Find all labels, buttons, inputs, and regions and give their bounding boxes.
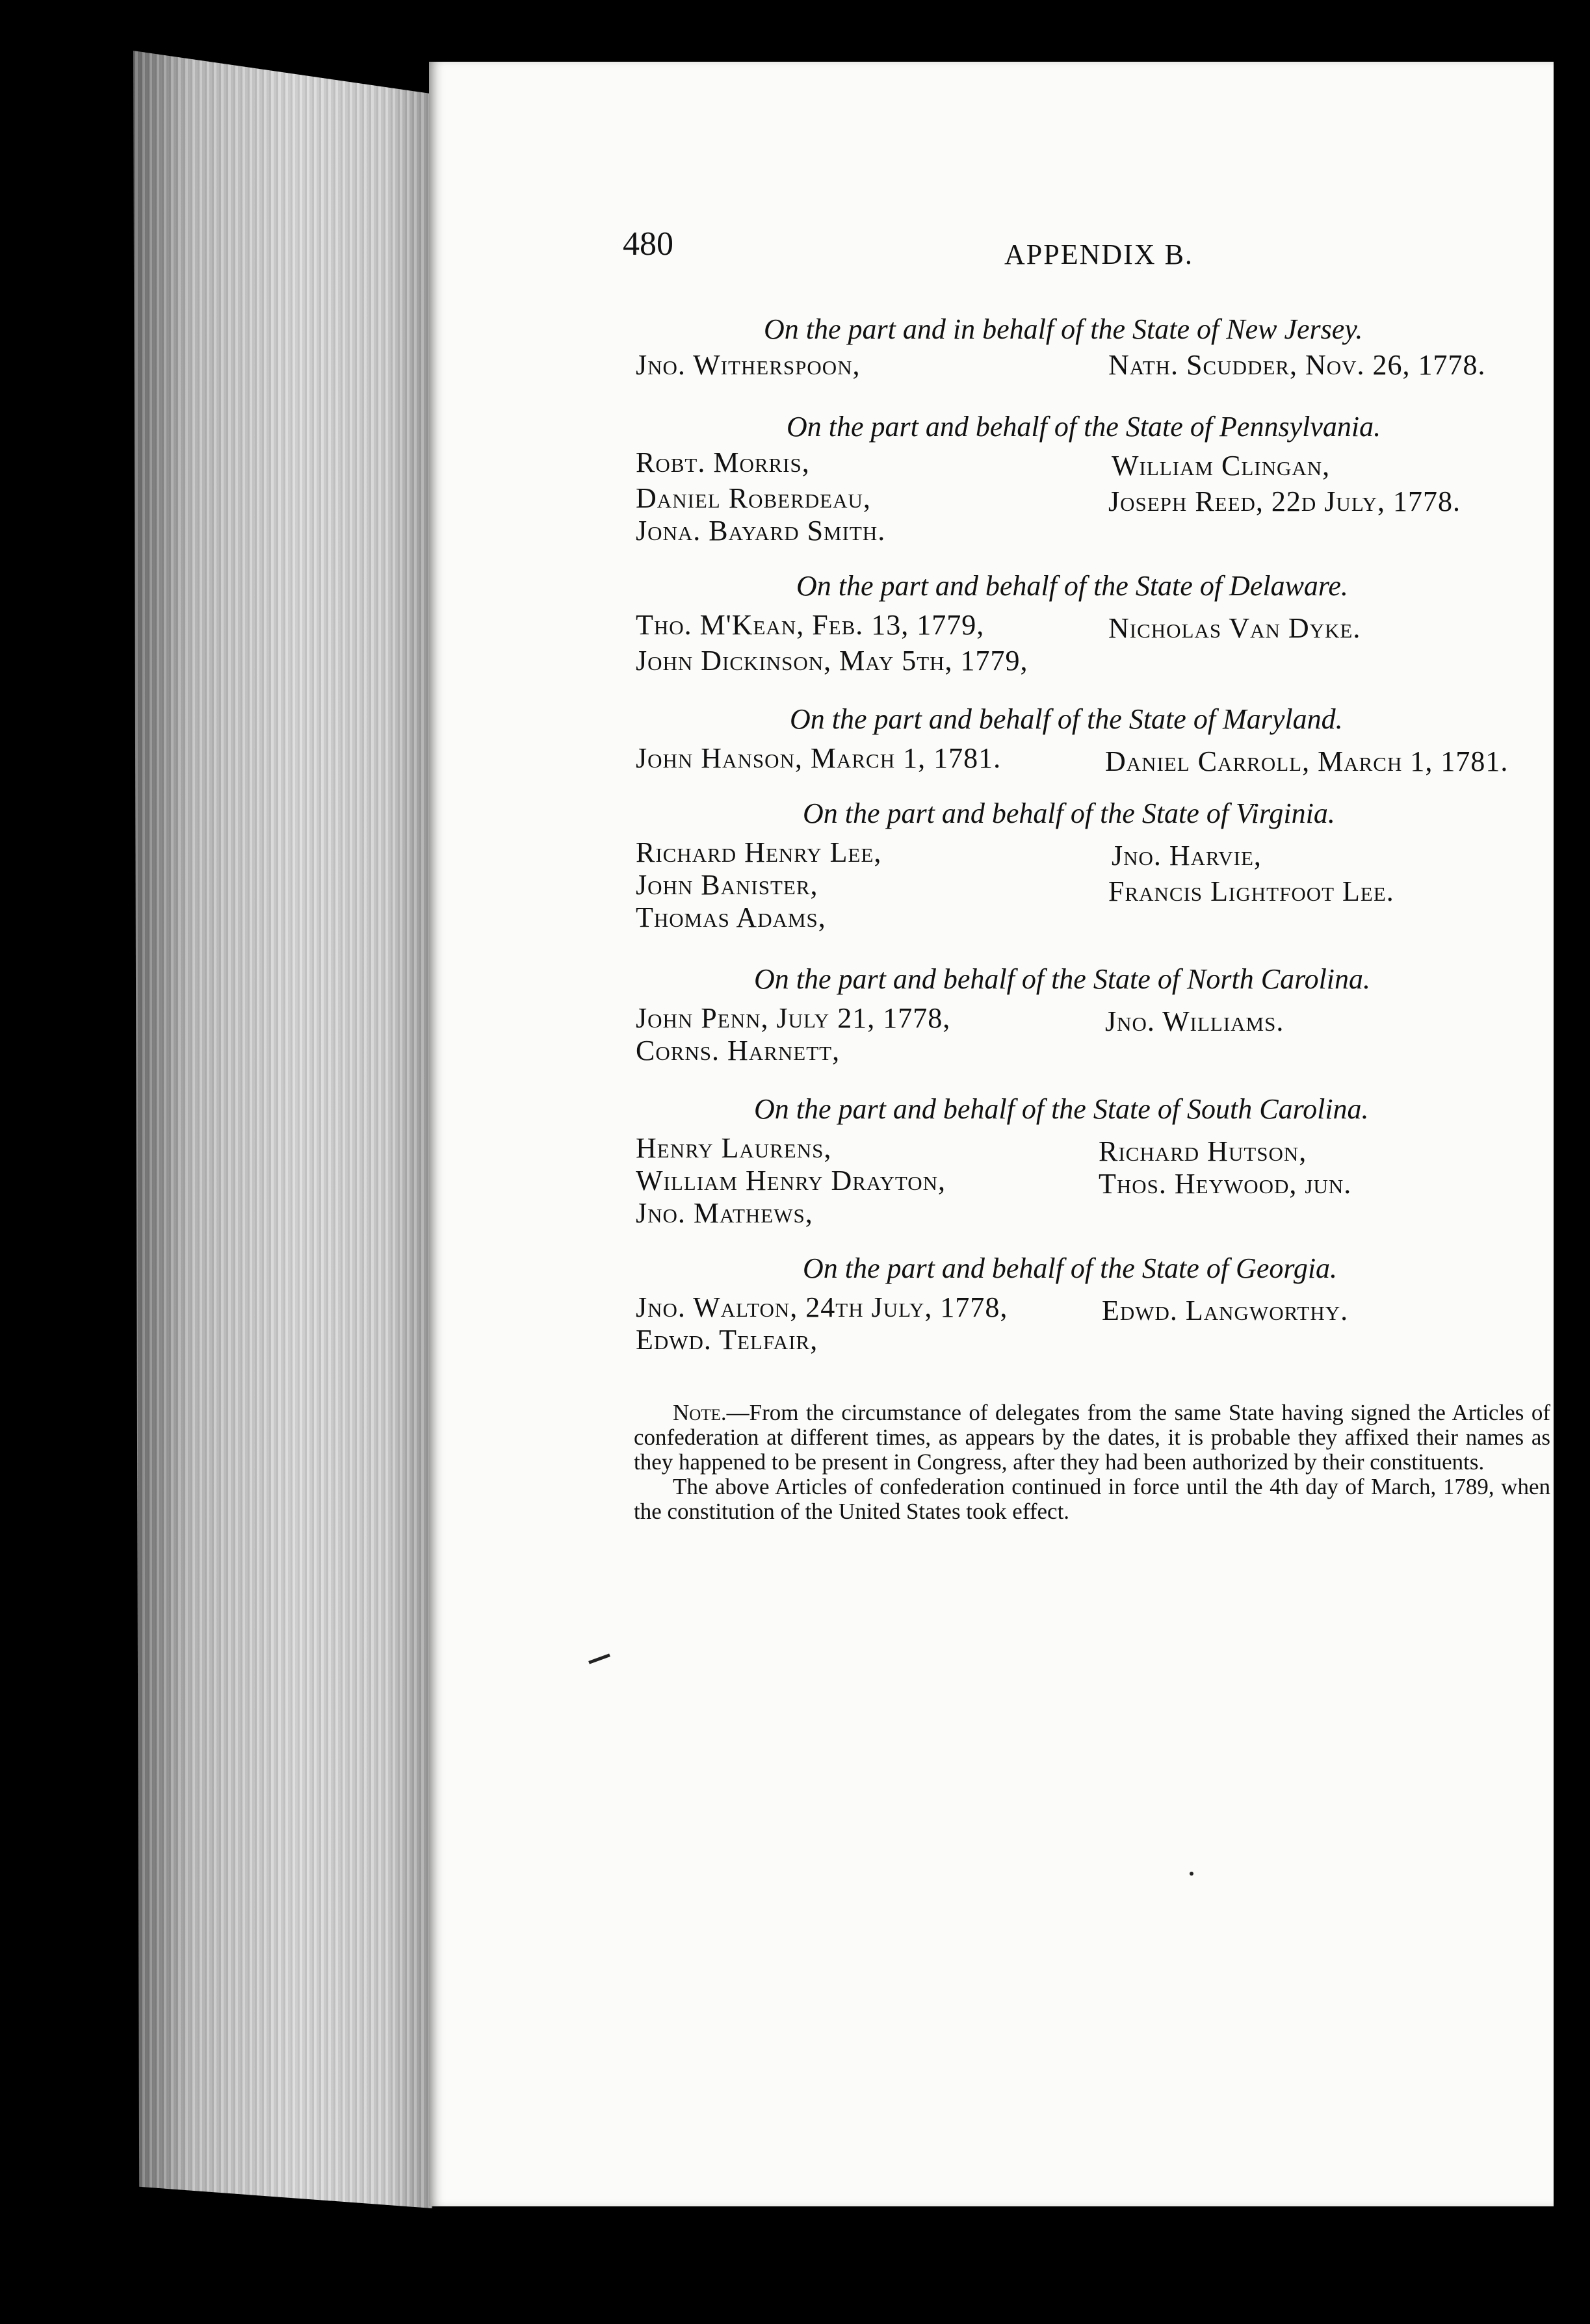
signer-left: John Penn, July 21, 1778, [636, 1002, 951, 1034]
book-page [429, 62, 1554, 2206]
signer-left: Richard Henry Lee, [636, 836, 882, 868]
footnote-paragraph: The above Articles of confederation continued in force until the 4th day of March, 1789, when the constitution of the United States took effect. [634, 1474, 1550, 1524]
signer-right: Nicholas Van Dyke. [1108, 612, 1361, 644]
signer-left: Thomas Adams, [636, 901, 826, 933]
signer-left: Robt. Morris, [636, 446, 810, 478]
signer-right: William Clingan, [1112, 450, 1331, 482]
signer-left: Jno. Walton, 24th July, 1778, [636, 1291, 1008, 1323]
section-heading-maryland: On the part and behalf of the State of Maryland. [790, 703, 1343, 735]
signer-left: William Henry Drayton, [636, 1165, 946, 1196]
signer-right: Richard Hutson, [1099, 1135, 1307, 1167]
section-heading-pennsylvania: On the part and behalf of the State of Pennsylvania. [787, 411, 1381, 443]
signer-left: John Dickinson, May 5th, 1779, [636, 645, 1028, 677]
signer-left: John Hanson, March 1, 1781. [636, 742, 1002, 774]
signer-left: Edwd. Telfair, [636, 1324, 818, 1356]
signer-right: Edwd. Langworthy. [1102, 1295, 1349, 1326]
section-heading-north-carolina: On the part and behalf of the State of North Carolina. [754, 963, 1371, 995]
ink-dot [1190, 1872, 1193, 1876]
book-page-edges [133, 51, 432, 2208]
signer-left: Jno. Witherspoon, [636, 349, 861, 381]
signer-left: Henry Laurens, [636, 1132, 832, 1164]
footnote-paragraph [634, 1401, 1550, 1475]
note-label: Note. [673, 1400, 727, 1425]
signer-left: Jno. Mathews, [636, 1197, 813, 1229]
section-heading-new-jersey: On the part and in behalf of the State of New Jersey. [764, 313, 1363, 345]
section-heading-georgia: On the part and behalf of the State of Georgia. [803, 1252, 1338, 1284]
signer-right: Daniel Carroll, March 1, 1781. [1105, 745, 1509, 777]
signer-right: Jno. Harvie, [1112, 840, 1262, 872]
signer-right: Jno. Williams. [1105, 1005, 1284, 1037]
section-heading-virginia: On the part and behalf of the State of Virginia. [803, 797, 1335, 829]
section-heading-south-carolina: On the part and behalf of the State of South Carolina. [754, 1093, 1369, 1125]
signer-right: Nath. Scudder, Nov. 26, 1778. [1108, 349, 1486, 381]
signer-right: Thos. Heywood, jun. [1099, 1168, 1352, 1200]
signer-left: Daniel Roberdeau, [636, 482, 871, 514]
running-header: APPENDIX B. [1004, 239, 1193, 270]
signer-right: Joseph Reed, 22d July, 1778. [1108, 485, 1461, 517]
note-text: —From the circumstance of delegates from the same State having signed the Articles of confederation at different times, as appears by the dates, it is probable they affixed their names as they happened to be present in Congress, after they had been authorized by their constituents. [634, 1400, 1550, 1475]
signer-right: Francis Lightfoot Lee. [1108, 875, 1394, 907]
signer-left: Corns. Harnett, [636, 1035, 841, 1066]
signer-left: Tho. M'Kean, Feb. 13, 1779, [636, 609, 985, 641]
footnote [634, 1401, 1550, 1524]
signer-left: Jona. Bayard Smith. [636, 515, 886, 547]
page-number: 480 [623, 226, 673, 263]
signer-left: John Banister, [636, 869, 818, 901]
section-heading-delaware: On the part and behalf of the State of Delaware. [796, 570, 1348, 602]
